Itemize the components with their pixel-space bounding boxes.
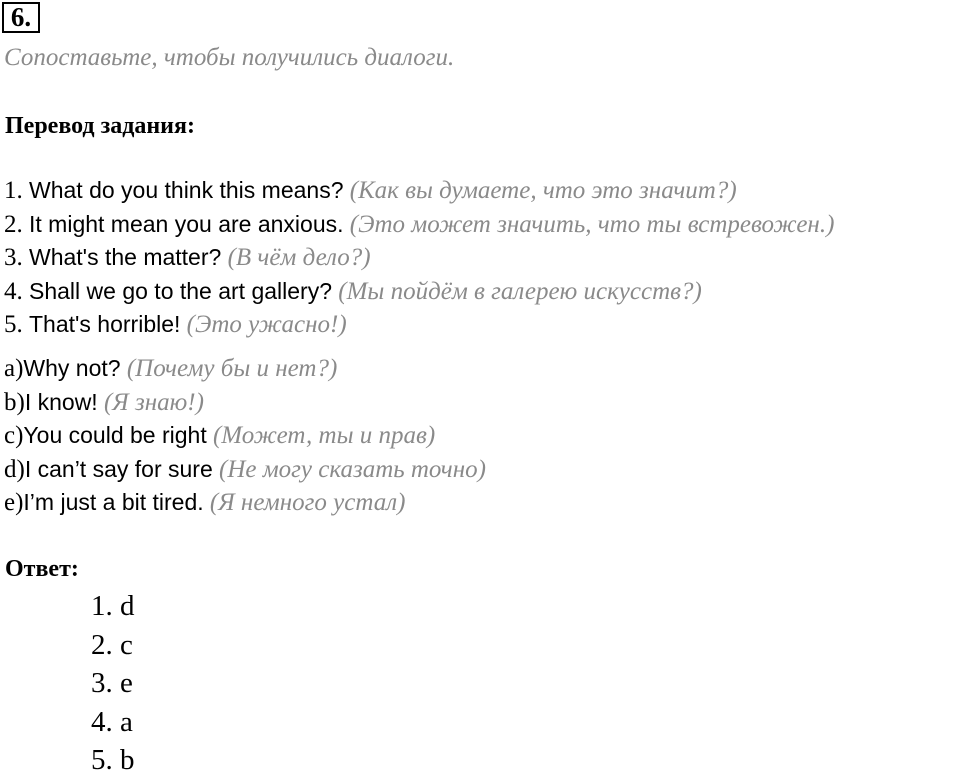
reply-russian: (Может, ты и прав) <box>212 422 436 449</box>
question-english: What's the matter? <box>29 244 222 270</box>
task-number: 6. <box>2 2 40 33</box>
reply-english: I know! <box>24 388 98 415</box>
reply-english: I can’t say for sure <box>24 455 213 482</box>
reply-russian: (Я знаю!) <box>103 388 204 416</box>
reply-list <box>4 352 486 520</box>
reply-prefix: c) <box>4 422 24 449</box>
question-russian: (Это ужасно!) <box>186 311 347 338</box>
answer-list <box>91 587 135 780</box>
answer-item: 3. e <box>91 667 133 699</box>
reply-line <box>4 386 486 420</box>
reply-line <box>4 486 486 520</box>
task-instruction: Сопоставьте, чтобы получились диалоги. <box>4 44 455 71</box>
reply-english: I’m just a bit tired. <box>23 489 204 515</box>
question-prefix: 2. <box>4 210 29 238</box>
question-line <box>4 208 834 242</box>
reply-english: Why not? <box>23 355 121 381</box>
question-line <box>4 241 834 275</box>
question-english: Shall we go to the art gallery? <box>29 277 333 304</box>
reply-line <box>4 453 486 487</box>
question-line <box>4 308 834 342</box>
question-prefix: 1. <box>4 177 29 204</box>
translation-heading: Перевод задания: <box>5 113 195 139</box>
reply-line <box>4 352 486 386</box>
reply-line <box>4 419 486 453</box>
question-line <box>4 275 834 309</box>
question-english: It might mean you are anxious. <box>29 210 344 237</box>
answer-item: 5. b <box>91 744 135 776</box>
answer-heading: Ответ: <box>5 556 79 582</box>
question-line <box>4 174 834 208</box>
answer-item: 2. c <box>91 628 133 661</box>
question-list <box>4 174 834 342</box>
question-russian: (Мы пойдём в галерею искусств?) <box>338 277 702 305</box>
reply-russian: (Почему бы и нет?) <box>126 355 338 382</box>
question-english: What do you think this means? <box>29 177 344 203</box>
reply-prefix: b) <box>4 388 25 416</box>
question-prefix: 3. <box>4 244 29 271</box>
reply-prefix: d) <box>4 455 25 483</box>
question-prefix: 4. <box>4 277 29 305</box>
answer-item: 4. a <box>91 705 133 738</box>
question-prefix: 5. <box>4 311 29 338</box>
reply-russian: (Я немного устал) <box>209 489 406 516</box>
question-russian: (Это может значить, что ты встревожен.) <box>349 210 835 238</box>
answer-item: 1. d <box>91 590 135 622</box>
reply-russian: (Не могу сказать точно) <box>219 455 486 483</box>
reply-prefix: a) <box>4 355 24 382</box>
reply-prefix: e) <box>4 489 24 516</box>
reply-english: You could be right <box>23 422 207 448</box>
question-english: That's horrible! <box>29 311 181 337</box>
question-russian: (В чём дело?) <box>227 244 371 271</box>
question-russian: (Как вы думаете, что это значит?) <box>349 177 737 204</box>
